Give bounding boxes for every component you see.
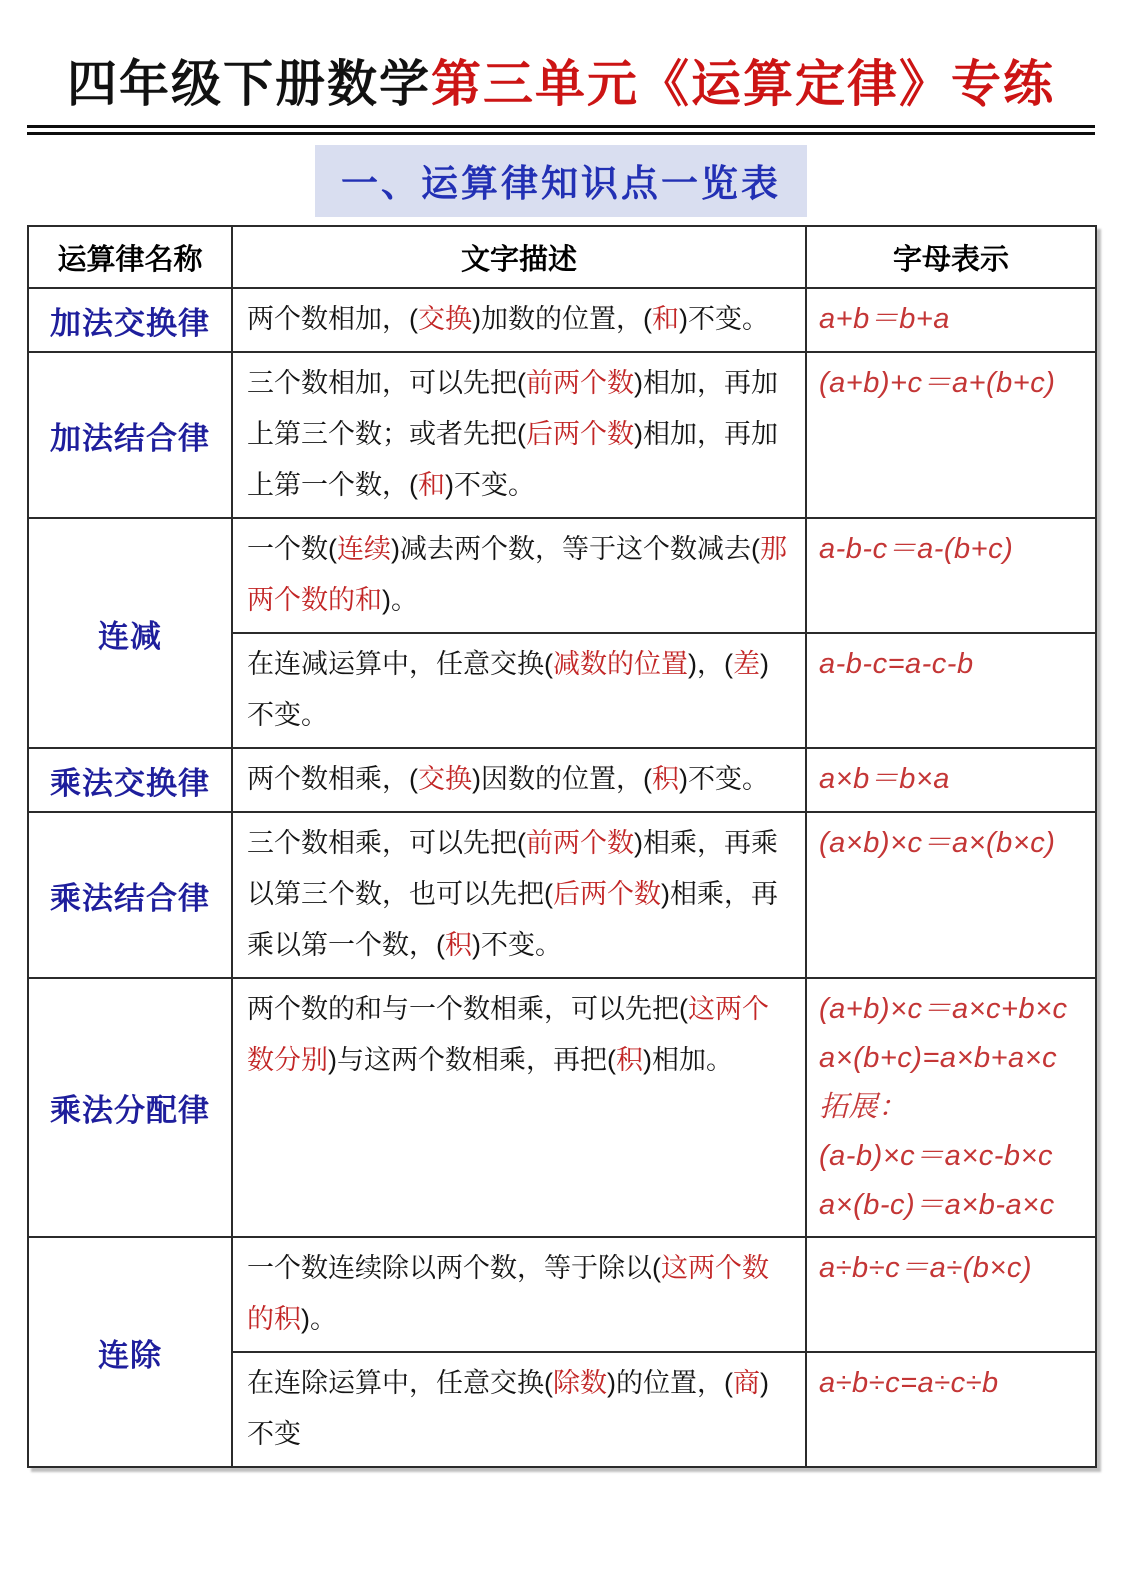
description-highlight: 那两个数的和 [247, 534, 787, 615]
formula-cell [806, 978, 1096, 1237]
formula-cell [806, 288, 1096, 352]
description-highlight: 前两个数 [526, 828, 634, 858]
law-name-cell: 加法结合律 [28, 352, 232, 518]
formula-cell [806, 352, 1096, 518]
table-row [28, 1237, 1096, 1352]
formula-line: a-b-c＝a-(b+c) [819, 533, 1014, 565]
description-text: )不变。 [247, 649, 769, 730]
table-row [28, 518, 1096, 633]
description-highlight: 交换 [418, 764, 472, 794]
description-highlight: 后两个数 [553, 879, 661, 909]
formula-line: a×(b-c)＝a×b-a×c [819, 1189, 1055, 1221]
description-highlight: 积 [445, 930, 472, 960]
description-cell [232, 1237, 806, 1352]
description-text: 三个数相乘，可以先把( [247, 828, 526, 858]
table-row [28, 748, 1096, 812]
law-name-cell: 乘法结合律 [28, 812, 232, 978]
formula-line: a÷b÷c＝a÷(b×c) [819, 1252, 1033, 1284]
page-title-red-part: 第三单元《运算定律》专练 [431, 56, 1055, 112]
col-header-law-name: 运算律名称 [28, 226, 232, 288]
description-text: 一个数连续除以两个数，等于除以( [247, 1253, 661, 1283]
formula-cell [806, 1352, 1096, 1467]
description-highlight: 连续 [337, 534, 391, 564]
section-heading-row [0, 145, 1122, 217]
page-title [0, 52, 1122, 117]
description-highlight: 和 [651, 304, 679, 334]
formula-cell [806, 748, 1096, 812]
formula-line: a÷b÷c=a÷c÷b [819, 1367, 999, 1399]
law-name-cell: 乘法交换律 [28, 748, 232, 812]
description-text: )的位置，( [607, 1368, 733, 1398]
col-header-description: 文字描述 [232, 226, 806, 288]
formula-cell [806, 1237, 1096, 1352]
description-text: )。 [301, 1304, 337, 1334]
description-text: 在连除运算中，任意交换( [247, 1368, 553, 1398]
description-highlight: 积 [615, 1045, 643, 1075]
description-text: )不变。 [472, 930, 562, 960]
table-row [28, 288, 1096, 352]
formula-line: (a-b)×c＝a×c-b×c [819, 1140, 1053, 1172]
description-text: )。 [382, 585, 418, 615]
formula-line: (a+b)×c＝a×c+b×c [819, 993, 1068, 1025]
description-text: )相加，再加上第一个数，( [247, 419, 778, 500]
formula-line: (a×b)×c＝a×(b×c) [819, 827, 1056, 859]
table-row [28, 978, 1096, 1237]
formula-cell [806, 518, 1096, 633]
title-divider-double-rule [27, 125, 1095, 135]
description-highlight: 后两个数 [526, 419, 634, 449]
description-text: 两个数的和与一个数相乘，可以先把( [247, 994, 688, 1024]
description-text: )相加。 [642, 1045, 733, 1075]
description-text: )相加，再加上第三个数；或者先把( [247, 368, 778, 449]
description-cell [232, 518, 806, 633]
description-text: 三个数相加，可以先把( [247, 368, 526, 398]
description-text: )不变 [247, 1368, 769, 1449]
laws-table-body [28, 288, 1096, 1467]
description-cell [232, 633, 806, 748]
description-highlight: 除数 [553, 1368, 607, 1398]
description-cell [232, 748, 806, 812]
description-text: )相乘，再乘以第一个数，( [247, 879, 778, 960]
description-text: )不变。 [678, 304, 769, 334]
formula-line: 拓展： [819, 1091, 908, 1123]
description-highlight: 商 [732, 1368, 760, 1398]
description-highlight: 前两个数 [526, 368, 634, 398]
description-highlight: 这两个数分别 [247, 994, 769, 1075]
law-name-cell: 乘法分配律 [28, 978, 232, 1237]
col-header-formula: 字母表示 [806, 226, 1096, 288]
formula-line: (a+b)+c＝a+(b+c) [819, 367, 1056, 399]
table-row [28, 352, 1096, 518]
formula-line: a×(b+c)=a×b+a×c [819, 1042, 1058, 1074]
table-header-row [28, 226, 1096, 288]
description-cell [232, 352, 806, 518]
description-text: )减去两个数，等于这个数减去( [391, 534, 760, 564]
description-text: )不变。 [445, 470, 535, 500]
law-name-cell: 加法交换律 [28, 288, 232, 352]
formula-line: a-b-c=a-c-b [819, 648, 974, 680]
description-text: )，( [688, 649, 733, 679]
description-highlight: 和 [418, 470, 445, 500]
description-cell [232, 812, 806, 978]
description-highlight: 交换 [418, 304, 472, 334]
description-text: )相乘，再乘以第三个数，也可以先把( [247, 828, 778, 909]
law-name-cell: 连除 [28, 1237, 232, 1467]
description-text: )加数的位置，( [472, 304, 652, 334]
description-text: )与这两个数相乘，再把( [328, 1045, 616, 1075]
section-heading: 一、运算律知识点一览表 [315, 145, 807, 217]
formula-line: a+b＝b+a [819, 303, 950, 335]
formula-line: a×b＝b×a [819, 763, 950, 795]
description-cell [232, 288, 806, 352]
description-cell [232, 978, 806, 1237]
description-highlight: 这两个数的积 [247, 1253, 769, 1334]
law-name-cell: 连减 [28, 518, 232, 748]
description-text: 两个数相乘，( [247, 764, 418, 794]
description-text: 一个数( [247, 534, 337, 564]
formula-cell [806, 812, 1096, 978]
description-highlight: 积 [651, 764, 679, 794]
description-text: )不变。 [678, 764, 769, 794]
page-title-black-part: 四年级下册数学 [67, 56, 431, 112]
description-highlight: 减数的位置 [553, 649, 688, 679]
description-text: 两个数相加，( [247, 304, 418, 334]
operation-laws-table [27, 225, 1097, 1468]
description-text: 在连减运算中，任意交换( [247, 649, 553, 679]
description-cell [232, 1352, 806, 1467]
formula-cell [806, 633, 1096, 748]
table-row [28, 812, 1096, 978]
description-text: )因数的位置，( [472, 764, 652, 794]
description-highlight: 差 [732, 649, 760, 679]
